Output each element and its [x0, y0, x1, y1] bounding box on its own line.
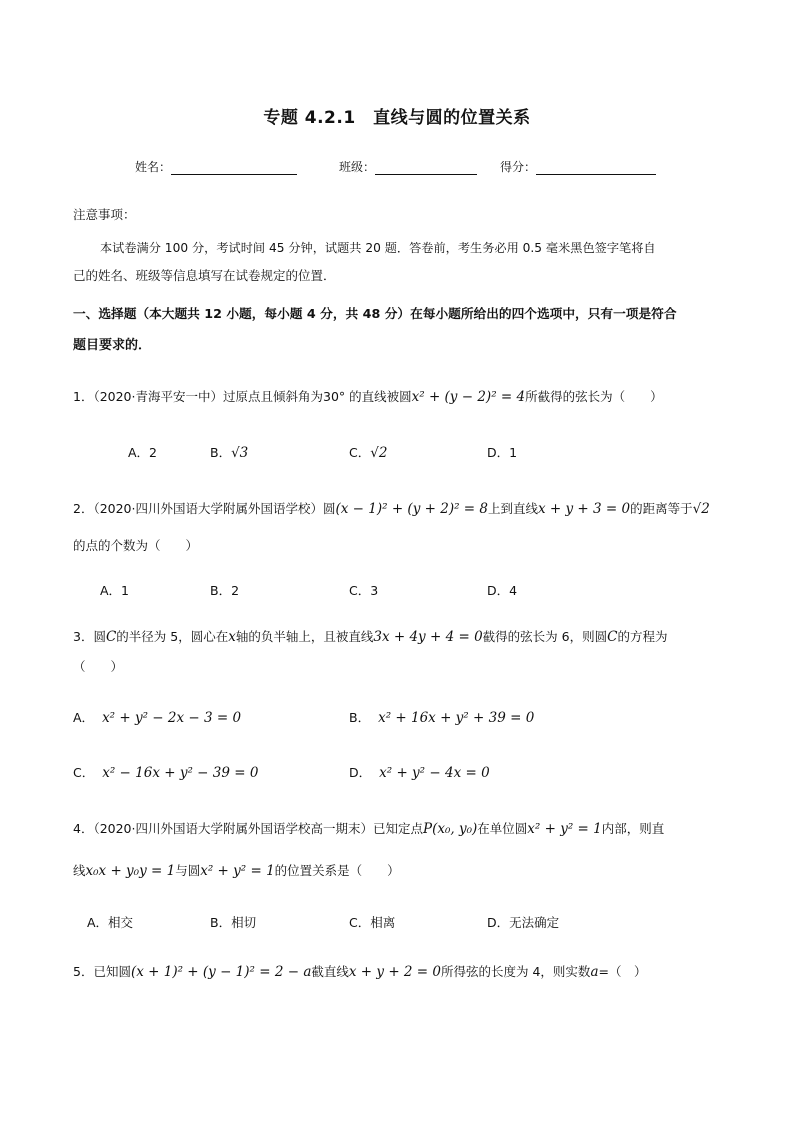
q1-math: x² + (y − 2)² = 4 [411, 389, 526, 405]
section-heading-line-2: 题目要求的． [73, 338, 152, 353]
score-label: 得分： [500, 160, 537, 174]
notice-heading: 注意事项： [73, 207, 136, 222]
q4-option-b[interactable]: B．相切 [210, 915, 257, 930]
q1-option-c[interactable]: C．√2 [349, 445, 388, 461]
q3-option-c[interactable]: C． x² − 16x + y² − 39 = 0 [73, 765, 259, 781]
q2-math-3: √2 [692, 501, 710, 517]
q2-math-2: x + y + 3 = 0 [538, 501, 631, 517]
class-label: 班级： [339, 160, 376, 174]
name-field [135, 158, 297, 175]
question-1 [73, 387, 663, 405]
q2-text-c: 的距离等于 [630, 501, 693, 516]
q1-text-a: 1．（2020·青海平安一中）过原点且倾斜角为30° 的直线被圆 [73, 389, 412, 404]
q2-option-b[interactable]: B．2 [210, 583, 240, 598]
q2-option-a[interactable]: A．1 [100, 583, 130, 598]
page-title: 专题 4.2.1 直线与圆的位置关系 [263, 108, 531, 128]
notice-line-2: 己的姓名、班级等信息填写在试卷规定的位置． [73, 268, 336, 283]
name-label: 姓名： [135, 160, 172, 174]
section-heading-line-1: 一、选择题（本大题共 12 小题，每小题 4 分，共 48 分）在每小题所给出的四个选项中，只有一项是符合 [73, 306, 677, 321]
q3-line-2: （ ） [73, 659, 124, 674]
q2-text-a: 2．（2020·四川外国语大学附属外国语学校）圆 [73, 501, 336, 516]
q1-option-d[interactable]: D．1 [487, 445, 518, 460]
q4-option-d[interactable]: D．无法确定 [487, 915, 560, 930]
q4-line-2: 线x₀x + y₀y = 1与圆x² + y² = 1的位置关系是（ ） [73, 863, 400, 879]
question-5: 5．已知圆(x + 1)² + (y − 1)² = 2 − a截直线x + y + 2 = 0所得弦的长度为 4，则实数a=（ ） [73, 964, 647, 980]
q1-text-b: 所截得的弦长为（ ） [525, 389, 663, 404]
question-4: 4．（2020·四川外国语大学附属外国语学校高一期末）已知定点P(x₀, y₀)在单位圆x² + y² = 1内部，则直 [73, 821, 665, 837]
name-blank[interactable] [171, 161, 297, 175]
class-blank[interactable] [375, 161, 477, 175]
q2-text-b: 上到直线 [487, 501, 538, 516]
question-2 [73, 499, 710, 517]
notice-line-1: 本试卷满分 100 分，考试时间 45 分钟，试题共 20 题．答卷前，考生务必用 0.5 毫米黑色签字笔将自 [100, 241, 656, 255]
q2-option-d[interactable]: D．4 [487, 583, 518, 598]
q4-option-a[interactable]: A．相交 [87, 915, 134, 930]
score-field [500, 158, 656, 175]
q1-option-a[interactable]: A．2 [128, 445, 158, 460]
score-blank[interactable] [536, 161, 656, 175]
class-field [339, 158, 477, 175]
q4-option-c[interactable]: C．相离 [349, 915, 396, 930]
q1-option-b[interactable]: B．√3 [210, 445, 249, 461]
q2-line-2: 的点的个数为（ ） [73, 538, 199, 553]
q3-option-d[interactable]: D． x² + y² − 4x = 0 [349, 765, 490, 781]
q3-option-a[interactable]: A． x² + y² − 2x − 3 = 0 [73, 710, 242, 726]
question-3: 3．圆C的半径为 5，圆心在x轴的负半轴上，且被直线3x + 4y + 4 = 0截得的弦长为 6，则圆C的方程为 [73, 629, 668, 645]
q2-math-1: (x − 1)² + (y + 2)² = 8 [335, 501, 488, 517]
q2-option-c[interactable]: C．3 [349, 583, 379, 598]
q3-option-b[interactable]: B． x² + 16x + y² + 39 = 0 [349, 710, 535, 726]
